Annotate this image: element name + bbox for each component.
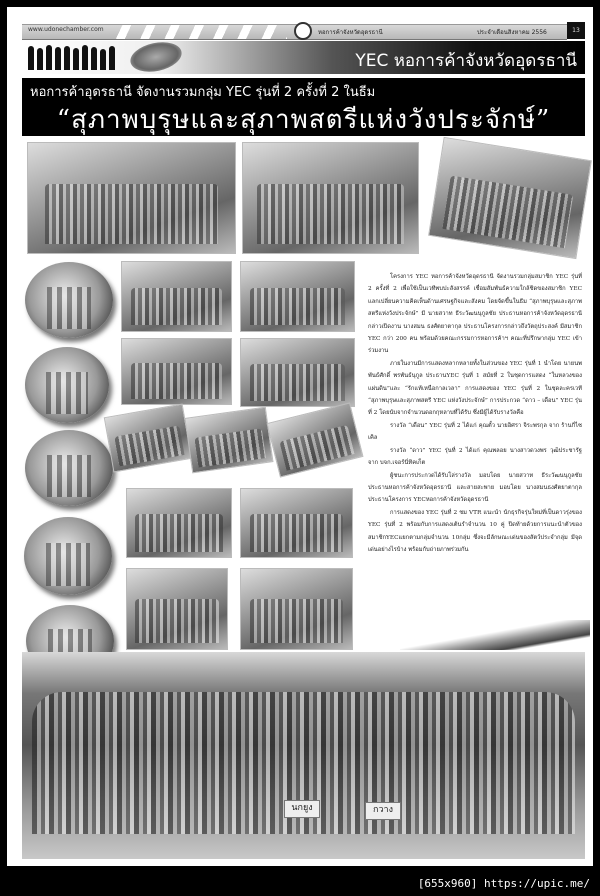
photo-stage-group [242,142,419,254]
article-paragraph: รางวัล “ดาว” YEC รุ่นที่ 2 ได้แก่ คุณพลอย นางสาวดวงพร วุฒิประชารัฐ จาก บจก.เจอร์นี่ทิคเก็ต [368,447,582,467]
section-title: YEC หอการค้าจังหวัดอุดรธานี [355,51,577,71]
page-number: 13 [567,22,585,39]
section-banner [22,41,585,74]
chamber-logo-icon [294,22,312,40]
article-paragraph: การแสดงของ YEC รุ่นที่ 2 ชม VTR แนะนำ นักธุรกิจรุ่นใหม่ที่เป็นดาวรุ่งของ YEC รุ่นที่ 2 พร้อมกับการแสดงเต้นรำจำนวน 10 คู่ ปิดท้ายด้วยการแนะนำตัวของสมาชิกYECแยกตามกลุ่มจำนวน 10กลุ่ม ซึ่งจะมีลักษณะเด่นของสัตว์ประจำกลุ่ม มีจุดเด่นอย่างไรบ้าง พร้อมกับถ่ายภาพร่วมกัน [368,509,582,553]
photo-presentation [240,261,355,332]
article-paragraph: โครงการ YEC หอการค้าจังหวัดอุดรธานี จัดงานรวมกลุ่มสมาชิก YEC รุ่นที่ 2 ครั้งที่ 2 เพื่อใช้เป็นเวทีพบปะสังสรรค์ เชื่อมสัมพันธ์ความใกล้ชิดของสมาชิก YEC แลกเปลี่ยนความคิดเห็นด้านเศรษฐกิจและสังคม โดยจัดขึ้นในธีม “สุภาพบุรุษและสุภาพสตรีแห่งวังประจักษ์” มี นายสวาท ธีระวัฒนนุกูลชัย ประธานหอการค้าจังหวัดอุดรธานี กล่าวเปิดงาน นางสมน ธงศ์ตยาตากุล ประธานโครงการกล่าวถึงวัตถุประสงค์ มีสมาชิก YEC กว่า 200 คน พร้อมด้วยคณะกรรมการหอการค้าฯ คณะที่ปรึกษากลุ่ม YEC เข้าร่วมงาน [368,274,582,355]
issue-date: ประจำเดือนสิงหาคม 2556 [477,29,547,36]
website-url: www.udonechamber.com [28,26,104,33]
decorative-stripes [107,25,287,39]
photo-circle-4 [24,517,112,595]
header-strip [22,24,567,40]
photo-dancers [121,261,232,332]
watermark-bar [0,872,600,896]
photo-stage-dance [240,488,353,558]
photo-circle-1 [25,262,113,338]
photo-circle-2 [25,347,109,423]
photo-group-lineup [27,142,236,254]
article-paragraph: ผู้ชนะการประกวดได้รับโล่รางวัล มอบโดย นายสวาท ธีระวัฒนนุกูลชัย ประธานหอการค้าจังหวัดอุดรธานี และสายสะพาย มอบโดย นางสมนธงศ์ตยาตากุลประธานโครงการ YECหอการค้าจังหวัดอุดรธานี [368,472,582,504]
sign-peacock: นกยูง [284,800,320,818]
silhouettes-icon [28,45,115,70]
article-body [368,271,582,556]
photo-stage-performers [240,338,355,407]
photo-stage-show [121,338,232,405]
sign-deer: กวาง [365,802,401,820]
article-paragraph: รางวัล “เดือน” YEC รุ่นที่ 2 ได้แก่ คุณตั้ว นายอิศรา จิระพรกุล จาก ร้านกี่ไซเคิล [368,422,582,442]
headline-title: “สุภาพบุรุษและสุภาพสตรีแห่งวังประจักษ์” [56,105,551,135]
photo-star-winner [240,568,353,650]
headline-kicker: หอการค้าอุดรธานี จัดงานรวมกลุ่ม YEC รุ่นที่ 2 ครั้งที่ 2 ในธีม [30,85,376,100]
decorative-swoosh [400,620,590,650]
yec-badge-icon [128,38,185,76]
headline-box [22,78,585,136]
article-paragraph: ภายในงานมีการแสดงหลากหลายทั้งในส่วนของ YEC รุ่นที่ 1 นำโดย นายนพพันธ์ศักดิ์ พรพันธ์นุกูล ประธานYEC รุ่นที่ 1 สมัยที่ 2 ในชุดการแสดง “ในหลวงของแผ่นดิน”และ “รักแท้เหนือกาลเวลา” การแสดงของ YEC รุ่นที่ 2 ในชุดละครเวที “สุภาพบุรุษและสุภาพสตรี YEC แห่งวังประจักษ์” การประกวด “ดาว – เดือน” YEC รุ่นที่ 2 โดยนับจากจำนวนดอกกุหลาบที่ได้รับ ซึ่งมีผู้ได้รับรางวัลคือ [368,360,582,417]
org-name: หอการค้าจังหวัดอุดรธานี [318,29,383,36]
watermark-text: [655x960] https://upic.me/ [417,877,590,890]
photo-moon-winner [126,568,228,650]
photo-tilted-2 [185,407,274,474]
group-photo [22,652,585,859]
photo-circle-3 [25,430,113,506]
photo-winners-group [126,488,232,558]
